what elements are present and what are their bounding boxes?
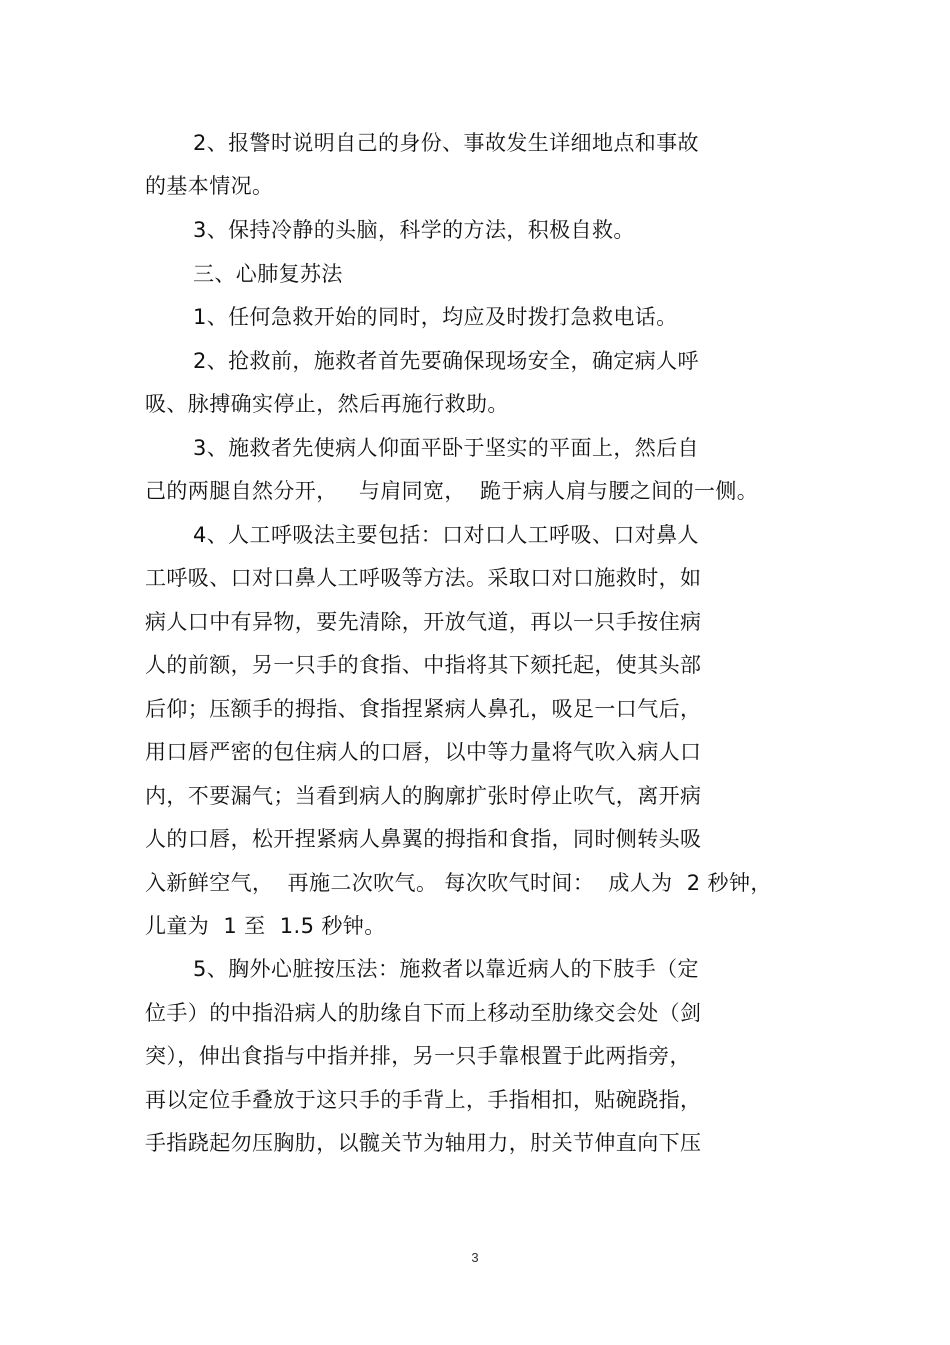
text-line: 用口唇严密的包住病人的口唇，以中等力量将气吹入病人口 <box>145 740 702 764</box>
text-line: 儿童为 1 至 1.5 秒钟。 <box>145 914 386 938</box>
text-line: 突），伸出食指与中指并排，另一只手靠根置于此两指旁， <box>145 1044 691 1068</box>
text-line: 5、胸外心脏按压法：施救者以靠近病人的下肢手（定 <box>193 957 699 981</box>
text-line: 己的两腿自然分开， 与肩同宽， 跪于病人肩与腰之间的一侧。 <box>145 479 759 503</box>
text-line: 病人口中有异物，要先清除，开放气道，再以一只手按住病 <box>145 610 702 634</box>
text-line: 3、保持冷静的头脑，科学的方法，积极自救。 <box>193 218 635 242</box>
text-line: 位手）的中指沿病人的肋缘自下而上移动至肋缘交会处（剑 <box>145 1001 702 1025</box>
page-number: 3 <box>471 1250 479 1265</box>
text-line: 手指跷起勿压胸肋，以髋关节为轴用力，肘关节伸直向下压 <box>145 1131 702 1155</box>
text-line: 1、任何急救开始的同时，均应及时拨打急救电话。 <box>193 305 678 329</box>
text-line: 内，不要漏气；当看到病人的胸廓扩张时停止吹气，离开病 <box>145 784 702 808</box>
text-line: 再以定位手叠放于这只手的手背上，手指相扣，贴碗跷指， <box>145 1088 702 1112</box>
text-line: 3、施救者先使病人仰面平卧于坚实的平面上，然后自 <box>193 436 699 460</box>
section-heading: 三、心肺复苏法 <box>193 262 343 286</box>
text-line: 4、人工呼吸法主要包括：口对口人工呼吸、口对鼻人 <box>193 523 699 547</box>
text-line: 后仰；压额手的拇指、食指捏紧病人鼻孔，吸足一口气后， <box>145 697 702 721</box>
text-line: 入新鲜空气， 再施二次吹气。 每次吹气时间： 成人为 2 秒钟， <box>145 871 772 895</box>
text-line: 人的前额，另一只手的食指、中指将其下颏托起，使其头部 <box>145 653 702 677</box>
text-line: 工呼吸、口对口鼻人工呼吸等方法。采取口对口施救时，如 <box>145 566 702 590</box>
text-line: 2、抢救前，施救者首先要确保现场安全，确定病人呼 <box>193 349 699 373</box>
text-line: 吸、脉搏确实停止，然后再施行救助。 <box>145 392 509 416</box>
text-line: 2、报警时说明自己的身份、事故发生详细地点和事故 <box>193 131 699 155</box>
text-line: 的基本情况。 <box>145 174 274 198</box>
text-line: 人的口唇，松开捏紧病人鼻翼的拇指和食指，同时侧转头吸 <box>145 827 702 851</box>
